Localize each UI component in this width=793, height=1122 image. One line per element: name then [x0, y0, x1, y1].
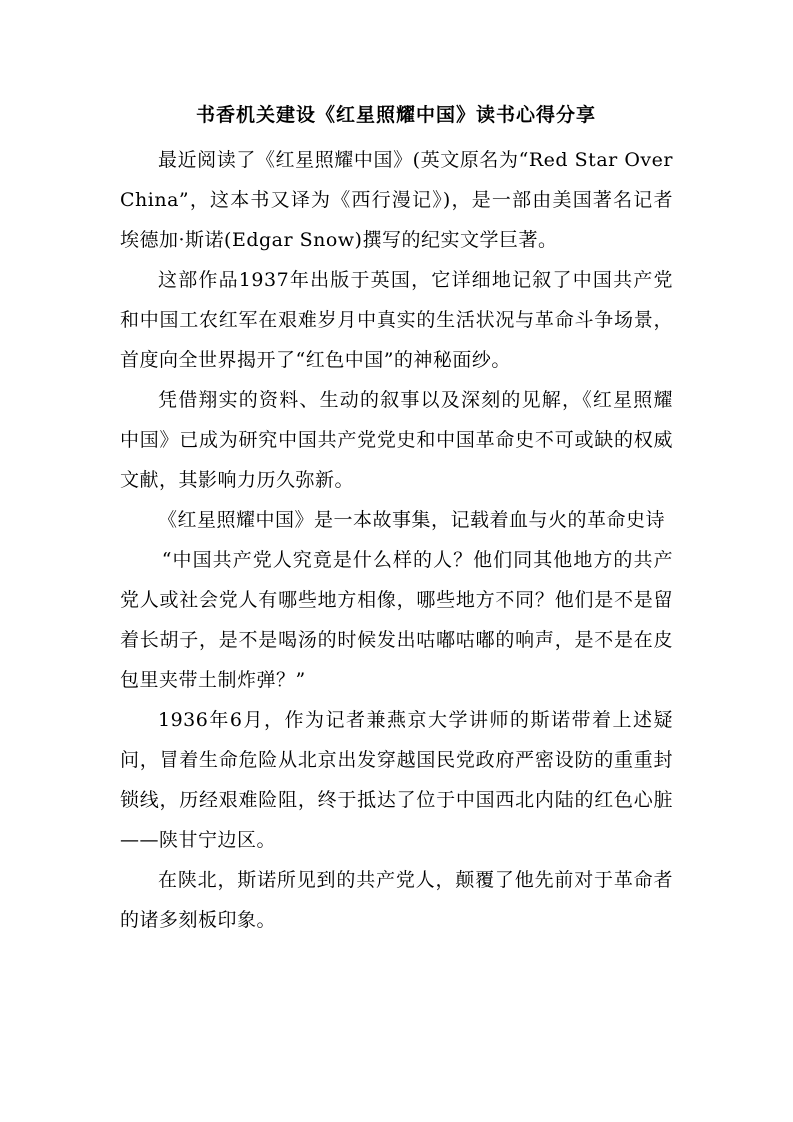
paragraph-quote: “中国共产党人究竟是什么样的人？他们同其他地方的共产党人或社会党人有哪些地方相像，哪些地方不同？他们是不是留着长胡子，是不是喝汤的时候发出咕嘟咕嘟的响声，是不是在皮包里夹带土制炸弹？” — [120, 549, 673, 691]
paragraph-story-collection: 《红星照耀中国》是一本故事集，记载着血与火的革命史诗 — [158, 509, 666, 531]
document-body — [120, 140, 673, 940]
document-title: 书香机关建设《红星照耀中国》读书心得分享 — [195, 104, 596, 126]
paragraph-publication: 这部作品1937年出版于英国，它详细地记叙了中国共产党和中国工农红军在艰难岁月中真实的生活状况与革命斗争场景，首度向全世界揭开了“红色中国”的神秘面纱。 — [120, 269, 673, 371]
paragraph-journey: 1936年6月，作为记者兼燕京大学讲师的斯诺带着上述疑问，冒着生命危险从北京出发穿越国民党政府严密设防的重重封锁线，历经艰难险阻，终于抵达了位于中国西北内陆的红色心脏——陕甘宁边区。 — [120, 709, 673, 851]
paragraph-shaanbei: 在陕北，斯诺所见到的共产党人，颠覆了他先前对于革命者的诸多刻板印象。 — [120, 869, 673, 931]
paragraph-significance: 凭借翔实的资料、生动的叙事以及深刻的见解，《红星照耀中国》已成为研究中国共产党党史和中国革命史不可或缺的权威文献，其影响力历久弥新。 — [120, 389, 673, 491]
paragraph-intro: 最近阅读了《红星照耀中国》(英文原名为“Red Star Over China”，这本书又译为《西行漫记》)，是一部由美国著名记者埃德加·斯诺(Edgar Snow)撰写的纪实文学巨著。 — [120, 149, 673, 251]
